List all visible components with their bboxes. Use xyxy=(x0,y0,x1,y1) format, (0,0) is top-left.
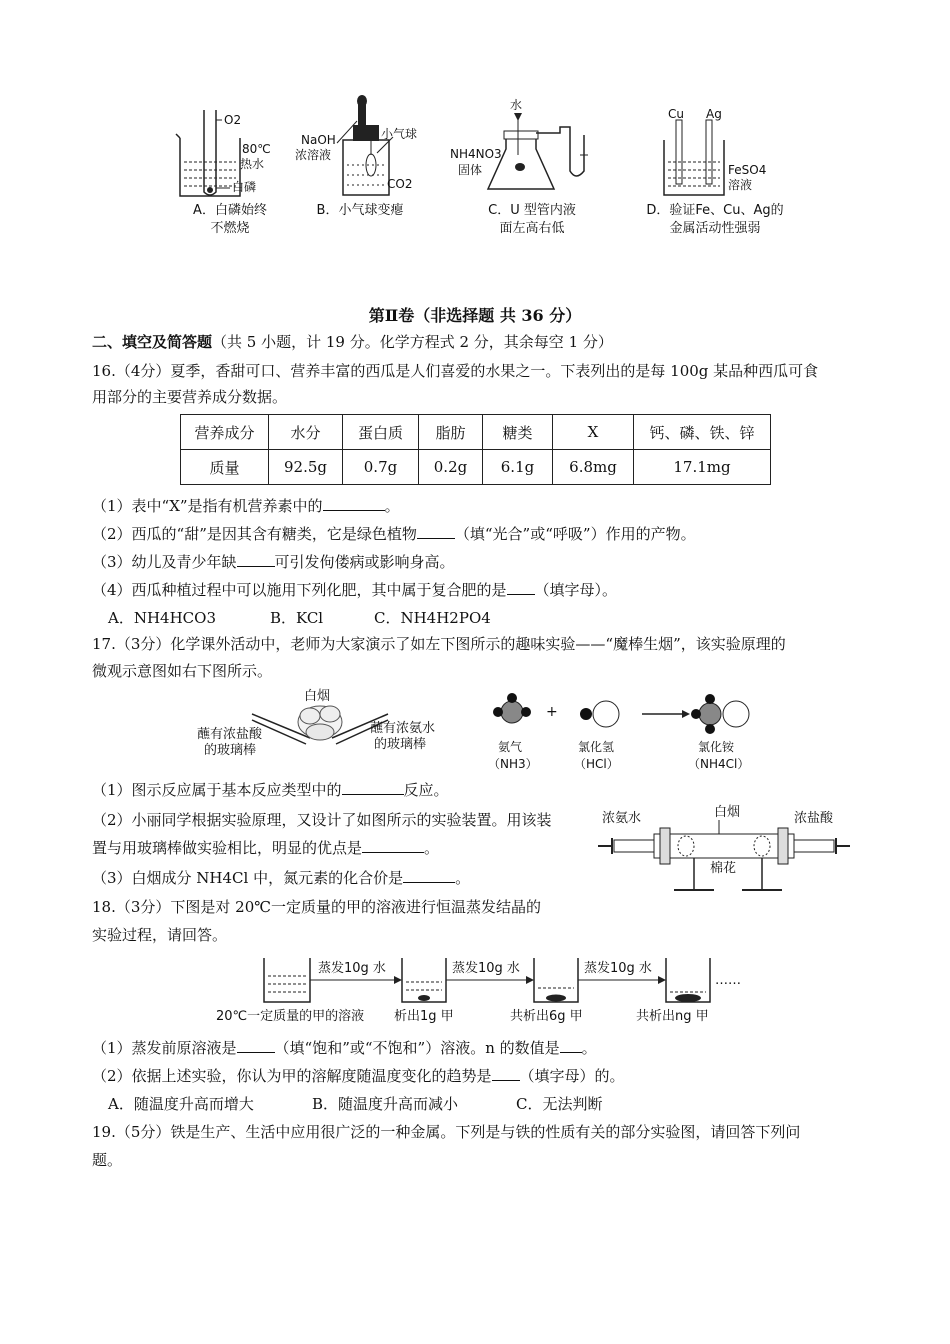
caption-precipitate-1g: 析出1g 甲 xyxy=(394,1009,454,1024)
q18-sub1 xyxy=(92,1038,597,1058)
figure-c xyxy=(450,95,620,245)
label-nh3-formula: （NH3） xyxy=(488,757,538,771)
label-co2: CO2 xyxy=(387,177,413,191)
q16-sub4-text: （4）西瓜种植过程中可以施用下列化肥，其中属于复合肥的是 xyxy=(92,581,507,599)
q17-sub2-line2 xyxy=(92,838,439,858)
table-cell: 6.8mg xyxy=(553,450,634,485)
q18-intro-line2: 实验过程，请回答。 xyxy=(92,926,228,944)
answer-blank[interactable] xyxy=(342,780,404,795)
q16-sub2 xyxy=(92,524,696,544)
q18-option-c: C．无法判断 xyxy=(516,1095,603,1113)
answer-blank[interactable] xyxy=(417,524,455,539)
label-ellipsis: …… xyxy=(715,973,741,988)
table-cell: 6.1g xyxy=(483,450,553,485)
table-header-cell: X xyxy=(553,415,634,450)
answer-blank[interactable] xyxy=(323,496,385,511)
label-conc-solution: 浓溶液 xyxy=(295,148,332,162)
figure-microscopic xyxy=(482,690,782,775)
q16-sub3-text: （3）幼儿及青少年缺 xyxy=(92,553,237,571)
q16-sub1-text: （1）表中“X”是指有机营养素中的 xyxy=(92,497,323,515)
label-ammonia: 氨气 xyxy=(498,740,523,754)
figure-apparatus xyxy=(594,800,854,900)
label-small-balloon: 小气球 xyxy=(381,127,418,141)
label-cu: Cu xyxy=(668,107,684,121)
table-header-cell: 水分 xyxy=(269,415,343,450)
q16-sub1-end: 。 xyxy=(384,497,400,515)
q17-sub1-text: （1）图示反应属于基本反应类型中的 xyxy=(92,781,342,799)
q16-sub3 xyxy=(92,552,455,572)
label-hcl-formula: （HCl） xyxy=(574,757,619,771)
q17-intro-line2: 微观示意图如右下图所示。 xyxy=(92,662,273,680)
q18-sub2-text: （2）依据上述实验，你认为甲的溶解度随温度变化的趋势是 xyxy=(92,1067,492,1085)
label-water: 水 xyxy=(510,98,523,112)
table-cell: 92.5g xyxy=(269,450,343,485)
label-white-phosphorus: 白磷 xyxy=(232,180,257,194)
q17-sub1 xyxy=(92,780,449,800)
molecule-diagram xyxy=(482,690,782,740)
q17-sub2-text: 置与用玻璃棒做实验相比，明显的优点是 xyxy=(92,839,363,857)
label-smoke: 白烟 xyxy=(714,805,741,820)
label-nh4no3: NH4NO3 xyxy=(450,147,502,161)
evaporation-beakers xyxy=(210,950,770,1006)
q17-sub2-end: 。 xyxy=(424,839,440,857)
figure-b xyxy=(295,95,435,245)
label-conc-ammonia: 浓氨水 xyxy=(602,811,642,826)
plus-sign: + xyxy=(546,704,558,720)
q16-option-b: B．KCl xyxy=(270,609,324,627)
label-hot-water: 热水 xyxy=(240,157,265,171)
q16-option-c: C．NH4H2PO4 xyxy=(374,609,491,627)
answer-blank[interactable] xyxy=(403,868,455,883)
nutrition-table xyxy=(180,414,771,485)
q18-sub1-end: 。 xyxy=(581,1039,597,1057)
caption-d-line1: D．验证Fe、Cu、Ag的 xyxy=(646,203,784,218)
label-o2: O2 xyxy=(224,113,242,127)
figure-magic-wand xyxy=(192,688,452,768)
caption-initial-solution: 20℃一定质量的甲的溶液 xyxy=(216,1009,365,1024)
q16-option-a: A．NH4HCO3 xyxy=(108,609,216,627)
caption-d-line2: 金属活动性强弱 xyxy=(669,221,761,236)
caption-a-line1: A．白磷始终 xyxy=(193,203,267,218)
answer-blank[interactable] xyxy=(362,838,424,853)
table-header-cell: 蛋白质 xyxy=(343,415,419,450)
label-nh4cl-formula: （NH4Cl） xyxy=(688,757,750,771)
q16-sub3-end: 可引发佝偻病或影响身高。 xyxy=(274,553,455,571)
q19-intro-line1: 19.（5分）铁是生产、生活中应用很广泛的一种金属。下列是与铁的性质有关的部分实验图，请回答下列问 xyxy=(92,1123,801,1141)
table-header-cell: 营养成分 xyxy=(181,415,269,450)
q16-sub4-end: （填字母）。 xyxy=(534,581,618,599)
answer-blank[interactable] xyxy=(237,552,275,567)
table-cell: 0.2g xyxy=(419,450,483,485)
label-evaporate-3: 蒸发10g 水 xyxy=(584,961,652,976)
label-80c: 80℃ xyxy=(242,142,271,156)
answer-blank[interactable] xyxy=(492,1066,520,1081)
q18-sub1-middle: （填“饱和”或“不饱和”）溶液。n 的数值是 xyxy=(274,1039,560,1057)
q17-sub1-end: 反应。 xyxy=(403,781,449,799)
part2-note: （共 5 小题，计 19 分。化学方程式 2 分，其余每空 1 分） xyxy=(212,333,613,351)
q16-sub1 xyxy=(92,496,400,516)
q16-sub2-text: （2）西瓜的“甜”是因其含有糖类，它是绿色植物 xyxy=(92,525,417,543)
q18-sub2 xyxy=(92,1066,625,1086)
label-ag: Ag xyxy=(706,107,722,121)
label-naoh: NaOH xyxy=(301,133,336,147)
caption-precipitate-ng: 共析出ng 甲 xyxy=(636,1009,709,1024)
caption-b-line1: B．小气球变瘪 xyxy=(316,203,404,218)
q17-intro-line1: 17.（3分）化学课外活动中，老师为大家演示了如左下图所示的趣味实验——“魔棒生烟”，该实验原理的 xyxy=(92,635,786,653)
label-nh3-rod-1: 蘸有浓氨水 xyxy=(370,721,436,736)
q18-sub2-end: （填字母）的。 xyxy=(519,1067,625,1085)
table-header-cell: 糖类 xyxy=(483,415,553,450)
caption-precipitate-6g: 共析出6g 甲 xyxy=(510,1009,583,1024)
q19-intro-line2: 题。 xyxy=(92,1151,123,1169)
caption-a-line2: 不燃烧 xyxy=(210,221,250,236)
table-header-row xyxy=(181,415,771,450)
table-cell: 质量 xyxy=(181,450,269,485)
q17-sub2-line1: （2）小丽同学根据实验原理，又设计了如图所示的实验装置。用该装 xyxy=(92,811,552,829)
label-evaporate-2: 蒸发10g 水 xyxy=(452,961,520,976)
q18-option-a: A．随温度升高而增大 xyxy=(108,1095,254,1113)
figure-a xyxy=(170,100,290,245)
q16-intro-line1: 16.（4分）夏季，香甜可口、营养丰富的西瓜是人们喜爱的水果之一。下表列出的是每 100g 某品种西瓜可食 xyxy=(92,362,819,380)
q16-intro-line2: 用部分的主要营养成分数据。 xyxy=(92,388,288,406)
label-solid: 固体 xyxy=(458,163,483,177)
q18-option-b: B．随温度升高而减小 xyxy=(312,1095,459,1113)
q17-sub3 xyxy=(92,868,470,888)
q17-sub3-text: （3）白烟成分 NH4Cl 中，氮元素的化合价是 xyxy=(92,869,404,887)
section-title: 第Ⅱ卷（非选择题 共 36 分） xyxy=(368,306,582,325)
answer-blank[interactable] xyxy=(560,1038,582,1053)
label-conc-hcl: 浓盐酸 xyxy=(794,811,834,826)
answer-blank[interactable] xyxy=(237,1038,275,1053)
figure-evaporation xyxy=(210,950,770,1030)
label-hcl-rod-2: 的玻璃棒 xyxy=(204,743,257,758)
label-nh3-rod-2: 的玻璃棒 xyxy=(374,737,427,752)
answer-blank[interactable] xyxy=(507,580,535,595)
label-white-smoke: 白烟 xyxy=(304,689,331,704)
figure-d xyxy=(630,100,800,245)
table-header-cell: 脂肪 xyxy=(419,415,483,450)
label-hcl-rod-1: 蘸有浓盐酸 xyxy=(197,727,263,742)
q16-sub4 xyxy=(92,580,617,600)
table-row xyxy=(181,450,771,485)
label-solution: 溶液 xyxy=(728,178,753,192)
label-hydrogen-chloride: 氯化氢 xyxy=(578,740,615,754)
caption-c-line1: C．U 型管内液 xyxy=(488,203,576,218)
table-cell: 17.1mg xyxy=(634,450,771,485)
q17-sub3-end: 。 xyxy=(455,869,471,887)
table-cell: 0.7g xyxy=(343,450,419,485)
caption-c-line2: 面左高右低 xyxy=(499,221,565,236)
label-feso4: FeSO4 xyxy=(728,163,767,177)
label-evaporate-1: 蒸发10g 水 xyxy=(318,961,386,976)
label-ammonium-chloride: 氯化铵 xyxy=(698,740,735,754)
q18-intro-line1: 18.（3分）下图是对 20℃一定质量的甲的溶液进行恒温蒸发结晶的 xyxy=(92,898,542,916)
table-header-cell: 钙、磷、铁、锌 xyxy=(634,415,771,450)
label-cotton: 棉花 xyxy=(710,861,737,876)
q16-sub2-end: （填“光合”或“呼吸”）作用的产物。 xyxy=(454,525,696,543)
part2-heading xyxy=(92,332,613,352)
part2-head: 二、填空及简答题 xyxy=(92,333,213,351)
q18-sub1-text: （1）蒸发前原溶液是 xyxy=(92,1039,237,1057)
